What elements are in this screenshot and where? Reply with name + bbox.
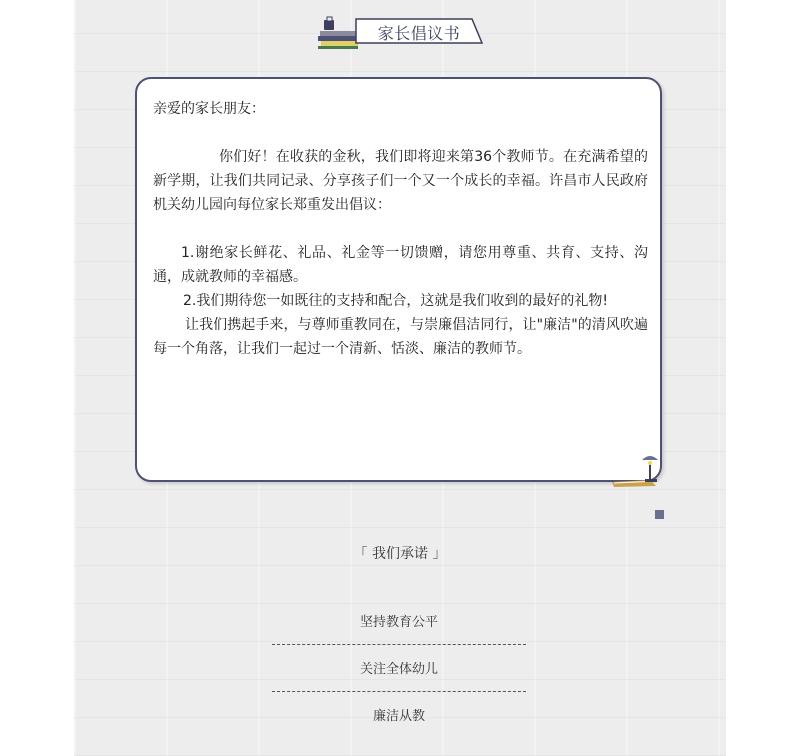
promise-item: 关注全体幼儿	[272, 653, 526, 692]
promise-list	[272, 606, 526, 746]
letter-card	[135, 77, 662, 482]
title-banner	[318, 14, 493, 50]
letter-greeting: 亲爱的家长朋友：	[153, 101, 265, 117]
decorative-square	[655, 510, 664, 519]
letter-point-2: 2.我们期待您一如既往的支持和配合，这就是我们收到的最好的礼物!	[183, 293, 608, 309]
desk-lamp-icon	[610, 452, 666, 488]
promise-title: 「 我们承诺 」	[353, 546, 447, 562]
promise-item: 坚持教育公平	[272, 606, 526, 645]
letter-paragraph: 你们好！在收获的金秋，我们即将迎来第36个教师节。在充满希望的新学期，让我们共同记录、分享孩子们一个又一个成长的幸福。许昌市人民政府机关幼儿园向每位家长郑重发出倡议：	[153, 149, 648, 213]
page-title: 家长倡议书	[377, 24, 461, 43]
letter-body	[153, 97, 648, 361]
title-tag	[354, 18, 484, 44]
letter-point-1: 1.谢绝家长鲜花、礼品、礼金等一切馈赠，请您用尊重、共育、支持、沟通，成就教师的幸福感。	[153, 245, 648, 285]
letter-closing: 让我们携起手来，与尊师重教同在，与崇廉倡洁同行，让"廉洁"的清风吹遍每一个角落，让我们一起过一个清新、恬淡、廉洁的教师节。	[153, 317, 648, 357]
promise-item: 廉洁从教	[372, 709, 425, 724]
